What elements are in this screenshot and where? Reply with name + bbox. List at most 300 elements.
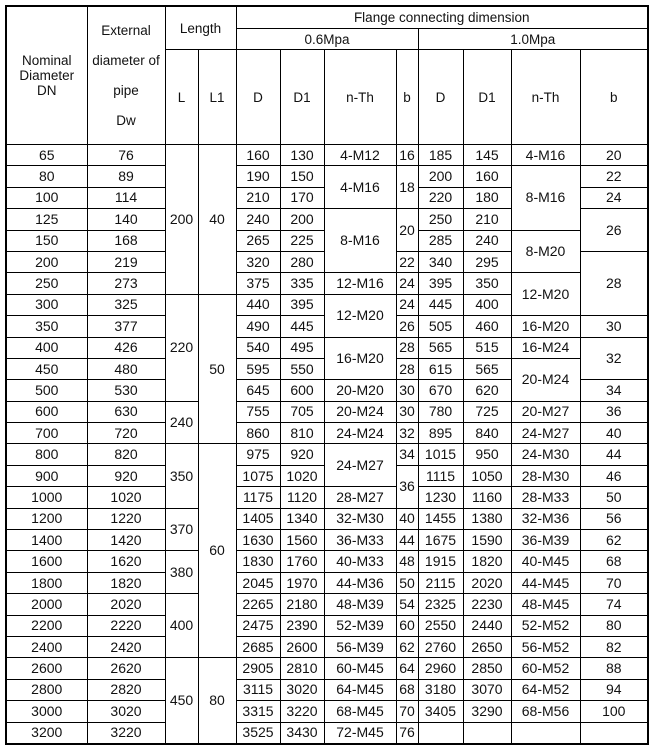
table-cell: 32-M36 [511,508,580,529]
table-cell: 145 [463,145,511,166]
header-L1: L1 [198,50,236,145]
table-cell: 480 [87,358,165,379]
table-cell: 1830 [236,551,280,572]
header-nth-1.0: n-Th [511,50,580,145]
table-cell: 810 [280,423,324,444]
table-cell: 2800 [6,679,87,700]
table-cell: 395 [418,273,463,294]
table-cell: 2810 [280,658,324,679]
table-cell: 50 [198,294,236,444]
table-cell: 2390 [280,615,324,636]
table-cell: 325 [87,294,165,315]
header-D-0.6: D [236,50,280,145]
header-text: diameter of [92,52,160,68]
table-cell: 1075 [236,465,280,486]
table-cell: 130 [280,145,324,166]
table-cell: 2850 [463,658,511,679]
table-cell: 8-M16 [511,166,580,230]
table-cell: 565 [418,337,463,358]
table-cell: 2045 [236,572,280,593]
table-cell: 630 [87,401,165,422]
table-cell: 200 [280,209,324,230]
table-cell: 36 [396,465,418,508]
table-cell: 3430 [280,722,324,744]
table-cell: 295 [463,251,511,272]
table-cell: 1420 [87,530,165,551]
table-row [6,679,648,700]
table-cell: 620 [463,380,511,401]
table-cell: 400 [165,594,198,658]
table-cell: 3180 [418,679,463,700]
table-cell: 52-M39 [324,615,396,636]
table-cell: 1380 [463,508,511,529]
header-text: External [101,22,151,38]
table-cell: 2760 [418,636,463,657]
table-cell: 400 [463,294,511,315]
table-cell: 440 [236,294,280,315]
table-cell: 44 [396,530,418,551]
table-cell: 1020 [280,465,324,486]
table-cell: 16-M20 [511,316,580,337]
table-cell: 1160 [463,487,511,508]
table-cell: 24 [396,273,418,294]
header-D1-1.0: D1 [463,50,511,145]
header-0.6mpa: 0.6Mpa [236,29,418,50]
table-cell: 160 [463,166,511,187]
table-cell: 1560 [280,530,324,551]
table-cell: 200 [165,145,198,295]
table-cell: 615 [418,358,463,379]
table-row [6,658,648,679]
table-cell: 32 [580,337,648,380]
table-cell: 48-M39 [324,594,396,615]
table-cell: 2420 [87,636,165,657]
table-cell: 2020 [87,594,165,615]
table-cell: 114 [87,187,165,208]
table-cell: 200 [418,166,463,187]
table-cell: 600 [6,401,87,422]
table-cell: 820 [87,444,165,465]
table-cell: 2220 [87,615,165,636]
table-row [6,487,648,508]
table-cell: 3020 [280,679,324,700]
table-cell: 46 [580,465,648,486]
table-cell: 3315 [236,701,280,722]
header-nominal-diameter [6,6,87,145]
table-cell: 56-M39 [324,636,396,657]
table-cell: 375 [236,273,280,294]
table-cell: 1175 [236,487,280,508]
table-cell: 48-M45 [511,594,580,615]
table-cell: 44 [580,444,648,465]
header-1.0mpa: 1.0Mpa [418,29,648,50]
table-cell: 720 [87,423,165,444]
table-cell: 2440 [463,615,511,636]
table-cell: 48 [396,551,418,572]
table-cell: 24 [580,187,648,208]
table-cell: 1970 [280,572,324,593]
table-cell: 56 [580,508,648,529]
table-cell: 530 [87,380,165,401]
table-cell: 1800 [6,572,87,593]
table-cell: 76 [396,722,418,744]
table-cell: 30 [396,401,418,422]
table-cell: 82 [580,636,648,657]
table-cell: 168 [87,230,165,251]
table-cell: 32-M30 [324,508,396,529]
table-cell: 160 [236,145,280,166]
table-cell: 377 [87,316,165,337]
table-cell: 3200 [6,722,87,744]
table-cell: 445 [280,316,324,337]
table-cell: 1590 [463,530,511,551]
table-cell: 32 [396,423,418,444]
table-cell: 2600 [280,636,324,657]
table-cell: 2685 [236,636,280,657]
table-cell: 125 [6,209,87,230]
table-cell: 350 [463,273,511,294]
table-cell: 200 [6,251,87,272]
table-row [6,530,648,551]
table-cell: 1220 [87,508,165,529]
table-cell: 140 [87,209,165,230]
table-cell: 490 [236,316,280,337]
header-external-diameter [87,6,165,145]
header-D1-0.6: D1 [280,50,324,145]
table-cell: 8-M20 [511,230,580,273]
table-cell: 68-M56 [511,701,580,722]
table-cell: 1675 [418,530,463,551]
table-cell: 40 [198,145,236,295]
table-cell: 515 [463,337,511,358]
table-cell: 2905 [236,658,280,679]
table-cell: 2550 [418,615,463,636]
table-cell: 220 [418,187,463,208]
table-row [6,572,648,593]
table-cell: 273 [87,273,165,294]
table-cell: 2475 [236,615,280,636]
table-cell: 920 [87,465,165,486]
table-cell: 450 [6,358,87,379]
table-cell: 1820 [463,551,511,572]
table-cell: 1600 [6,551,87,572]
table-cell: 1400 [6,530,87,551]
table-cell: 240 [165,401,198,444]
table-cell: 900 [6,465,87,486]
table-cell: 2325 [418,594,463,615]
table-cell: 20-M24 [324,401,396,422]
table-cell: 1405 [236,508,280,529]
table-cell: 2820 [87,679,165,700]
table-row [6,594,648,615]
table-cell: 12-M20 [324,294,396,337]
table-cell: 505 [418,316,463,337]
table-row [6,508,648,529]
table-cell: 18 [396,166,418,209]
table-cell: 44-M45 [511,572,580,593]
table-cell: 26 [580,209,648,252]
table-cell: 40 [396,508,418,529]
table-cell: 800 [6,444,87,465]
table-cell: 1200 [6,508,87,529]
table-cell: 250 [6,273,87,294]
table-cell: 380 [165,551,198,594]
table-cell: 265 [236,230,280,251]
table-cell: 219 [87,251,165,272]
header-text: Diameter [19,68,75,83]
table-cell: 40 [580,423,648,444]
table-cell: 950 [463,444,511,465]
table-cell: 1050 [463,465,511,486]
table-cell: 24 [396,294,418,315]
table-cell: 3525 [236,722,280,744]
table-cell: 28 [396,337,418,358]
table-cell: 150 [280,166,324,187]
table-cell: 40-M33 [324,551,396,572]
table-row [6,551,648,572]
table-cell: 80 [580,615,648,636]
table-row [6,166,648,187]
table-cell: 4-M12 [324,145,396,166]
table-cell: 1455 [418,508,463,529]
table-cell: 34 [580,380,648,401]
table-cell: 540 [236,337,280,358]
table-cell: 36-M33 [324,530,396,551]
table-cell: 2650 [463,636,511,657]
table-cell: 2400 [6,636,87,657]
table-cell: 64-M45 [324,679,396,700]
table-cell: 4-M16 [324,166,396,209]
table-row [6,273,648,294]
table-cell: 340 [418,251,463,272]
header-b-1.0: b [580,50,648,145]
table-cell: 450 [165,658,198,744]
table-cell: 28-M27 [324,487,396,508]
table-cell: 28 [396,358,418,379]
table-cell: 24-M24 [324,423,396,444]
table-cell: 1915 [418,551,463,572]
table-cell: 285 [418,230,463,251]
header-length: Length [165,6,236,50]
table-cell: 1120 [280,487,324,508]
table-cell: 12-M16 [324,273,396,294]
table-cell: 705 [280,401,324,422]
table-cell: 460 [463,316,511,337]
table-row [6,722,648,744]
table-cell: 60 [198,444,236,658]
table-cell: 30 [396,380,418,401]
table-cell: 70 [580,572,648,593]
table-cell: 1340 [280,508,324,529]
table-cell: 30 [580,316,648,337]
table-cell: 600 [280,380,324,401]
flange-dimension-table [5,5,649,745]
table-cell: 170 [280,187,324,208]
table-cell: 28-M33 [511,487,580,508]
header-L: L [165,50,198,145]
table-cell: 595 [236,358,280,379]
table-row [6,423,648,444]
table-row [6,615,648,636]
table-cell: 335 [280,273,324,294]
header-text: DN [37,83,57,98]
table-cell: 350 [165,444,198,508]
table-cell: 16-M20 [324,337,396,380]
table-cell: 240 [236,209,280,230]
table-body [6,145,648,744]
table-cell: 975 [236,444,280,465]
table-cell: 3405 [418,701,463,722]
table-cell: 94 [580,679,648,700]
table-cell: 2600 [6,658,87,679]
table-cell: 1115 [418,465,463,486]
table-cell: 500 [6,380,87,401]
table-cell: 495 [280,337,324,358]
table-cell: 2265 [236,594,280,615]
table-cell: 62 [580,530,648,551]
table-cell: 68-M45 [324,701,396,722]
table-cell: 1820 [87,572,165,593]
table-cell: 72-M45 [324,722,396,744]
table-cell: 190 [236,166,280,187]
table-cell: 350 [6,316,87,337]
table-cell: 74 [580,594,648,615]
table-cell: 24-M30 [511,444,580,465]
header-b-0.6: b [396,50,418,145]
table-cell: 550 [280,358,324,379]
table-cell: 60 [396,615,418,636]
header-nth-0.6: n-Th [324,50,396,145]
table-cell: 12-M20 [511,273,580,316]
table-cell [463,722,511,744]
table-cell: 52-M52 [511,615,580,636]
table-cell: 300 [6,294,87,315]
table-cell: 180 [463,187,511,208]
table-cell: 56-M52 [511,636,580,657]
table-cell [580,722,648,744]
table-cell: 185 [418,145,463,166]
table-cell: 1020 [87,487,165,508]
table-cell: 54 [396,594,418,615]
table-cell: 2020 [463,572,511,593]
table-cell: 1760 [280,551,324,572]
table-cell: 28-M30 [511,465,580,486]
table-cell: 4-M16 [511,145,580,166]
table-cell: 76 [87,145,165,166]
table-cell: 860 [236,423,280,444]
table-row [6,444,648,465]
header-text: Dw [116,112,136,128]
table-cell: 400 [6,337,87,358]
table-cell: 670 [418,380,463,401]
table-cell: 240 [463,230,511,251]
table-cell: 895 [418,423,463,444]
table-cell: 645 [236,380,280,401]
table-cell: 3020 [87,701,165,722]
table-row [6,636,648,657]
table-cell: 20 [396,209,418,252]
table-cell: 1015 [418,444,463,465]
table-row [6,145,648,166]
table-cell: 210 [236,187,280,208]
table-row [6,337,648,358]
table-cell: 1230 [418,487,463,508]
table-cell: 225 [280,230,324,251]
table-cell: 395 [280,294,324,315]
table-cell: 50 [396,572,418,593]
table-cell: 920 [280,444,324,465]
table-cell: 2000 [6,594,87,615]
table-cell: 370 [165,508,198,551]
table-cell: 64 [396,658,418,679]
table-cell: 20-M24 [511,358,580,401]
header-flange-connecting-dimension: Flange connecting dimension [236,6,648,29]
table-cell: 8-M16 [324,209,396,273]
table-cell: 3290 [463,701,511,722]
header-text: pipe [113,82,139,98]
table-cell: 64-M52 [511,679,580,700]
table-cell: 88 [580,658,648,679]
table-cell: 40-M45 [511,551,580,572]
table-cell: 60-M45 [324,658,396,679]
table-cell: 16-M24 [511,337,580,358]
table-cell: 70 [396,701,418,722]
table-cell: 24-M27 [511,423,580,444]
table-cell: 755 [236,401,280,422]
table-cell: 50 [580,487,648,508]
table-cell: 1000 [6,487,87,508]
table-cell: 3220 [87,722,165,744]
table-cell: 2960 [418,658,463,679]
table-cell: 28 [580,251,648,315]
table-cell: 100 [6,187,87,208]
table-cell: 89 [87,166,165,187]
table-cell: 20-M20 [324,380,396,401]
table-cell [511,722,580,744]
table-cell: 250 [418,209,463,230]
table-cell: 1630 [236,530,280,551]
table-cell: 220 [165,294,198,401]
table-cell: 280 [280,251,324,272]
table-cell: 60-M52 [511,658,580,679]
table-cell: 68 [580,551,648,572]
table-row [6,701,648,722]
header-text: Nominal [21,53,72,68]
table-cell: 700 [6,423,87,444]
table-cell: 2115 [418,572,463,593]
table-cell: 3000 [6,701,87,722]
table-cell: 22 [580,166,648,187]
table-cell: 210 [463,209,511,230]
table-cell: 320 [236,251,280,272]
table-cell: 65 [6,145,87,166]
table-cell: 426 [87,337,165,358]
table-cell: 3220 [280,701,324,722]
table-cell: 68 [396,679,418,700]
table-cell: 80 [198,658,236,744]
table-cell: 44-M36 [324,572,396,593]
table-cell: 725 [463,401,511,422]
table-row [6,401,648,422]
table-cell: 565 [463,358,511,379]
table-cell: 3115 [236,679,280,700]
table-cell: 20 [580,145,648,166]
table-cell: 80 [6,166,87,187]
table-cell: 26 [396,316,418,337]
table-cell: 16 [396,145,418,166]
table-cell: 780 [418,401,463,422]
table-cell: 2180 [280,594,324,615]
